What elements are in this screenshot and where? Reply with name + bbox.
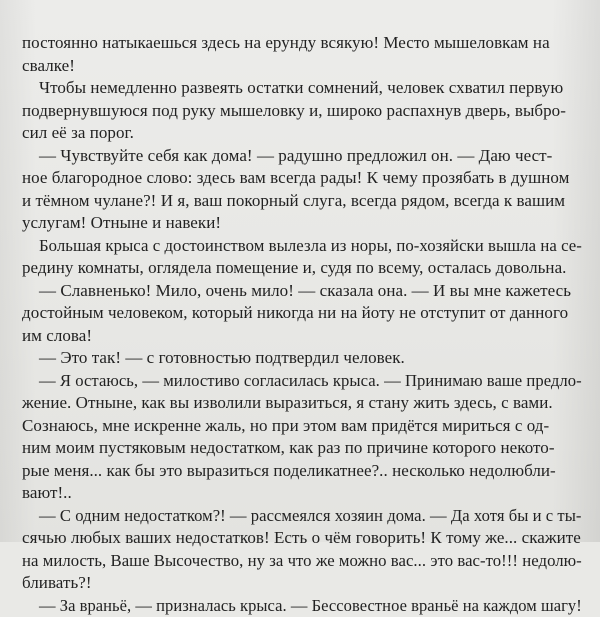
text-line: ним моим пустяковым недостатком, как раз по причине которого некото- xyxy=(22,437,582,460)
text-line: и тёмном чулане?! И я, ваш покорный слуга, всегда рядом, всегда к вашим xyxy=(22,190,582,213)
text-line: рые меня... как бы это выразиться поделикатнее?.. несколько недолюбли- xyxy=(22,460,582,483)
body-text xyxy=(22,32,582,617)
text-line: на милость, Ваше Высочество, ну за что же можно вас... это вас-то!!! недолю- xyxy=(22,550,582,573)
text-line: Чтобы немедленно развеять остатки сомнений, человек схватил первую xyxy=(22,77,582,100)
text-line: — Это так! — с готовностью подтвердил человек. xyxy=(22,347,582,370)
text-line: сил её за порог. xyxy=(22,122,582,145)
text-line: Большая крыса с достоинством вылезла из норы, по-хозяйски вышла на се- xyxy=(22,235,582,258)
text-line: сячью любых ваших недостатков! Есть о чём говорить! К тому же... скажите xyxy=(22,527,582,550)
text-line: свалке! xyxy=(22,55,582,78)
text-line: — Славненько! Мило, очень мило! — сказала она. — И вы мне кажетесь xyxy=(22,280,582,303)
text-line: ное благородное слово: здесь вам всегда рады! К чему прозябать в душном xyxy=(22,167,582,190)
text-line: подвернувшуюся под руку мышеловку и, широко распахнув дверь, выбро- xyxy=(22,100,582,123)
text-line: жение. Отныне, как вы изволили выразиться, я стану жить здесь, с вами. xyxy=(22,392,582,415)
text-line: — За враньё, — призналась крыса. — Бессовестное враньё на каждом шагу! xyxy=(22,595,582,617)
text-line: бливать?! xyxy=(22,572,582,595)
text-line: — С одним недостатком?! — рассмеялся хозяин дома. — Да хотя бы и с ты- xyxy=(22,505,582,528)
text-line: достойным человеком, который никогда ни на йоту не отступит от данного xyxy=(22,302,582,325)
text-line: постоянно натыкаешься здесь на ерунду всякую! Место мышеловкам на xyxy=(22,32,582,55)
text-line: Сознаюсь, мне искренне жаль, но при этом вам придётся мириться с од- xyxy=(22,415,582,438)
text-line: редину комнаты, оглядела помещение и, судя по всему, осталась довольна. xyxy=(22,257,582,280)
text-line: вают!.. xyxy=(22,482,582,505)
text-line: — Я остаюсь, — милостиво согласилась крыса. — Принимаю ваше предло- xyxy=(22,370,582,393)
text-line: услугам! Отныне и навеки! xyxy=(22,212,582,235)
text-line: им слова! xyxy=(22,325,582,348)
text-line: — Чувствуйте себя как дома! — радушно предложил он. — Даю чест- xyxy=(22,145,582,168)
